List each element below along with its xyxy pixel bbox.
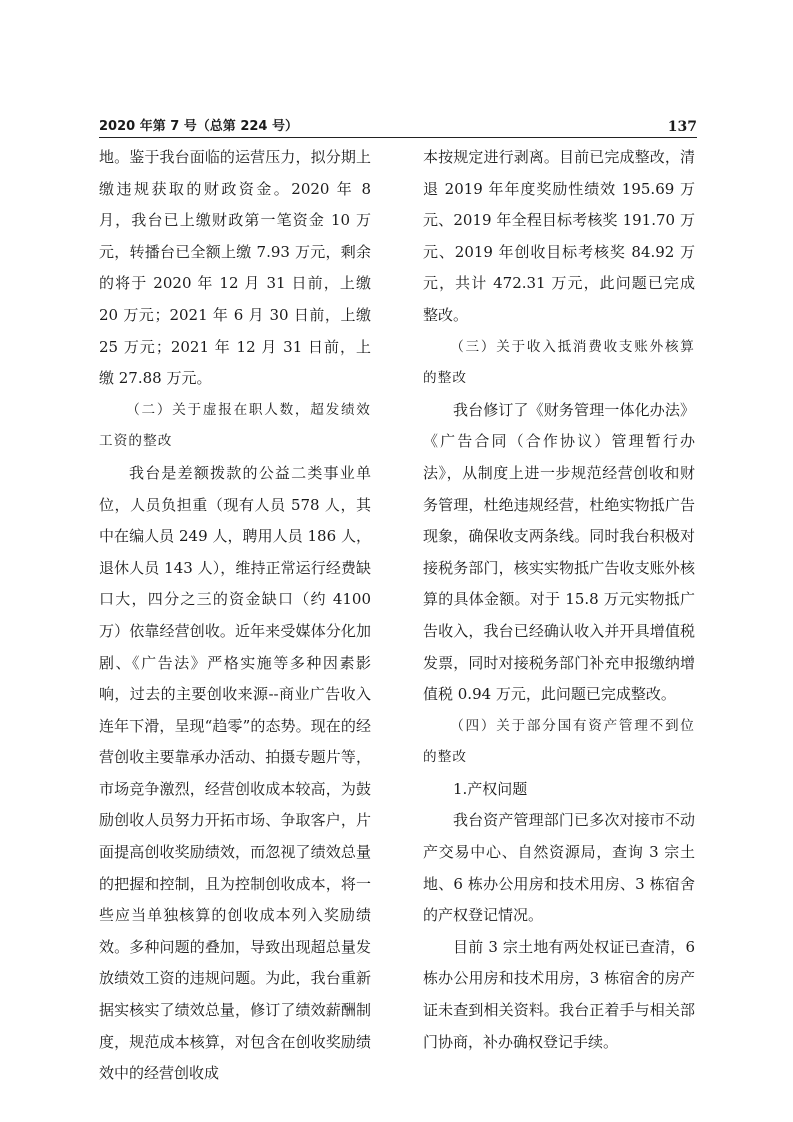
paragraph: 目前 3 宗土地有两处权证已查清，6 栋办公用房和技术用房，3 栋宿舍的房产证未查到相关资料。我台正着手与相关部门协商，补办确权登记手续。 xyxy=(423,937,695,1051)
paragraph: 地。鉴于我台面临的运营压力，拟分期上缴违规获取的财政资金。2020 年 8 月，我台已上缴财政第一笔资金 10 万元，转播台已全额上缴 7.93 万元，剩余的将于 2020 年 12 月 31 日前，上缴 20 万元；2021 年 6 月 30 日前，上缴 25 万元；2021 年 12 月 31 日前，上缴 27.88 万元。 xyxy=(99,148,371,388)
left-column xyxy=(99,142,371,1090)
paragraph: 1.产权问题 xyxy=(453,779,528,798)
header-rule xyxy=(99,137,697,138)
section-heading: （四）关于部分国有资产管理不到位的整改 xyxy=(423,717,695,766)
section-heading: （三）关于收入抵消费收支账外核算的整改 xyxy=(423,338,695,387)
paragraph: 本按规定进行剥离。目前已完成整改，清退 2019 年年度奖励性绩效 195.69 万元、2019 年全程目标考核奖 191.70 万元、2019 年创收目标考核奖 84.92 万元，共计 472.31 万元，此问题已完成整改。 xyxy=(423,148,695,324)
section-heading: （二）关于虚报在职人数，超发绩效工资的整改 xyxy=(99,401,371,450)
paragraph: 我台资产管理部门已多次对接市不动产交易中心、自然资源局，查询 3 宗土地、6 栋办公用房和技术用房、3 栋宿舍的产权登记情况。 xyxy=(423,811,695,925)
journal-issue: 2020 年第 7 号（总第 224 号） xyxy=(99,119,298,134)
paragraph: 我台修订了《财务管理一体化办法》《广告合同（合作协议）管理暂行办法》，从制度上进一步规范经营创收和财务管理，杜绝违规经营，杜绝实物抵广告现象，确保收支两条线。同时我台积极对接税务部门，核实实物抵广告收支账外核算的具体金额。对于 15.8 万元实物抵广告收入，我台已经确认收入并开具增值税发票，同时对接税务部门补充申报缴纳增值税 0.94 万元，此问题已完成整改。 xyxy=(423,400,695,704)
page-number: 137 xyxy=(667,119,697,135)
paragraph: 我台是差额拨款的公益二类事业单位，人员负担重（现有人员 578 人，其中在编人员 249 人，聘用人员 186 人，退休人员 143 人），维持正常运行经费缺口大，四分之三的资金缺口（约 4100 万）依靠经营创收。近年来受媒体分化加剧、《广告法》严格实施等多种因素影响，过去的主要创收来源--商业广告收入连年下滑，呈现“趋零”的态势。现在的经营创收主要靠承办活动、拍摄专题片等，市场竞争激烈，经营创收成本较高，为鼓励创收人员努力开拓市场、争取客户，片面提高创收奖励绩效，而忽视了绩效总量的把握和控制，且为控制创收成本，将一些应当单独核算的创收成本列入奖励绩效。多种问题的叠加，导致出现超总量发放绩效工资的违规问题。为此，我台重新据实核实了绩效总量，修订了绩效薪酬制度，规范成本核算，对包含在创收奖励绩效中的经营创收成 xyxy=(99,463,371,1083)
right-column xyxy=(423,142,695,1058)
page-header xyxy=(99,117,697,137)
